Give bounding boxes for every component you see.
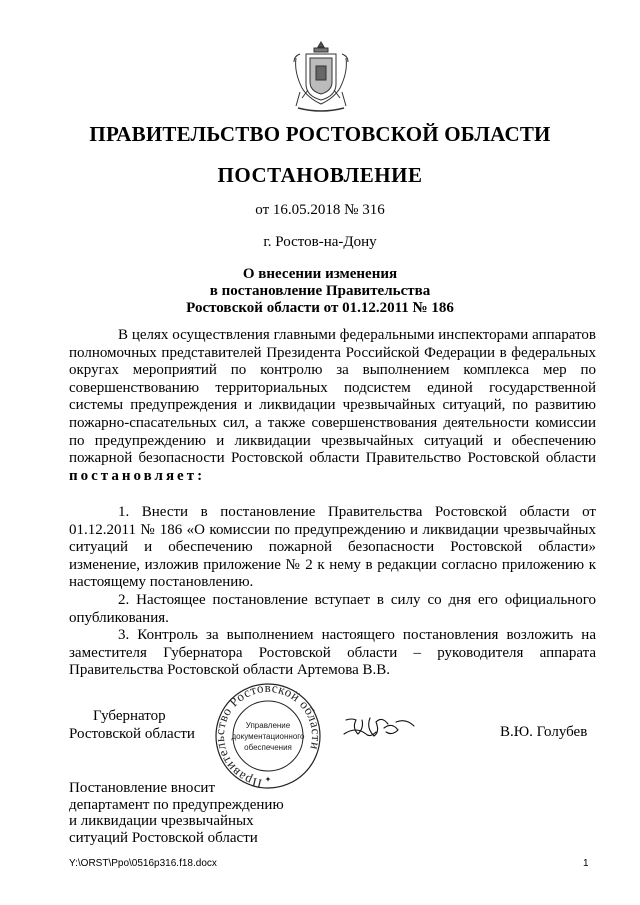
document-type: ПОСТАНОВЛЕНИЕ [217, 163, 423, 187]
resolution-item: 3. Контроль за выполнением настоящего постановления возложить на заместителя Губернатора Ростовской области – руководителя аппарата Правительства Ростовской области Артемова В.В. [69, 627, 596, 679]
seal-inner-text: Управление [245, 721, 291, 730]
signatory-title-line: Ростовской области [69, 725, 195, 742]
prepared-by-block [69, 780, 309, 846]
resolves-word: постановляет: [69, 467, 206, 484]
resolution-items [69, 504, 596, 680]
svg-text:✦: ✦ [264, 775, 272, 784]
seal-outer-text: Правительство Ростовской области [211, 680, 325, 790]
document-subject [0, 266, 640, 317]
seal-inner-text: документационного [231, 732, 305, 741]
signatory-title [69, 708, 209, 743]
handwritten-signature-icon [340, 708, 430, 748]
preamble-text: В целях осуществления главными федеральными инспекторами аппаратов полномочных представителей Президента Российской Федерации в федеральных округах мероприятий по контролю за выполнением комплекса мер по совершенствованию территориальных подсистем единой государственной системы предупреждения и ликвидации чрезвычайных ситуаций, по развитию пожарно-спасательных сил, а также совершенствования деятельности комиссии по предупреждению и ликвидации чрезвычайных ситуаций и обеспечению пожарной безопасности Ростовской области Правительство Ростовской области [69, 327, 596, 467]
coat-of-arms-icon [290, 38, 352, 116]
organization-title: ПРАВИТЕЛЬСТВО РОСТОВСКОЙ ОБЛАСТИ [89, 122, 551, 146]
subject-line: О внесении изменения [242, 266, 398, 282]
resolution-item: 2. Настоящее постановление вступает в силу со дня его официального опубликования. [69, 591, 596, 626]
preamble-paragraph [69, 327, 596, 485]
resolution-item: 1. Внести в постановление Правительства Ростовской области от 01.12.2011 № 186 «О комиссии по предупреждению и ликвидации чрезвычайных ситуаций и обеспечению пожарной безопасности Ростовской области» изменение, изложив приложение № 2 к нему в редакции согласно приложению к настоящему постановлению. [69, 504, 596, 591]
official-stamp-icon [202, 680, 334, 790]
prepared-by-line: и ликвидации чрезвычайных [69, 813, 254, 829]
subject-line: в постановление Правительства [209, 283, 431, 299]
prepared-by-line: департамент по предупреждению [69, 796, 284, 813]
subject-line: Ростовской области от 01.12.2011 № 186 [186, 300, 454, 316]
date-and-number: от 16.05.2018 № 316 [255, 202, 385, 218]
prepared-by-line: ситуаций Ростовской области [69, 829, 258, 846]
signer-name: В.Ю. Голубев [500, 724, 588, 740]
signatory-title-line: Губернатор [93, 708, 166, 724]
seal-inner-text: обеспечения [244, 743, 292, 752]
prepared-by-line: Постановление вносит [69, 780, 216, 796]
page-number: 1 [583, 858, 589, 869]
city: г. Ростов-на-Дону [263, 234, 377, 250]
file-path: Y:\ORST\Ppo\0516p316.f18.docx [69, 858, 217, 869]
